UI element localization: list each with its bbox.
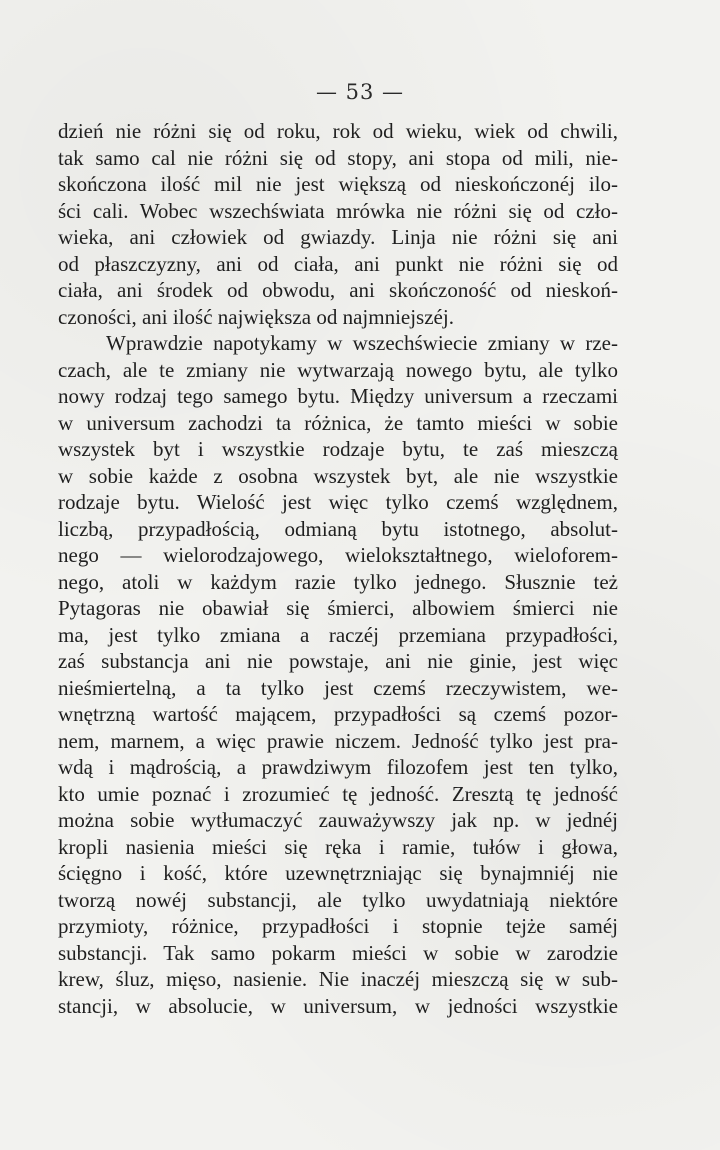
text-line: kropli nasienia mieści się ręka i ramie, tułów i głowa, bbox=[58, 834, 618, 859]
text-line: w universum zachodzi ta różnica, że tamto mieści w sobie bbox=[58, 410, 618, 435]
text-line: nem, marnem, a więc prawie niczem. Jedność tylko jest pra- bbox=[58, 728, 618, 753]
text-line: przymioty, różnice, przypadłości i stopnie tejże saméj bbox=[58, 914, 618, 938]
paragraph-2 bbox=[58, 330, 618, 1019]
text-line: tworzą nowéj substancji, ale tylko uwydatniają niektóre bbox=[58, 887, 618, 912]
text-line: ma, jest tylko zmiana a raczéj przemiana przypadłości, bbox=[58, 622, 618, 647]
text-line: Wprawdzie napotykamy w wszechświecie zmiany w rze- bbox=[106, 331, 618, 355]
text-line: czach, ale te zmiany nie wytwarzają nowego bytu, ale tylko bbox=[58, 357, 618, 382]
text-line: można sobie wytłumaczyć zauważywszy jak np. w jednéj bbox=[58, 808, 618, 832]
text-line: w sobie każde z osobna wszystek byt, ale nie wszystkie bbox=[58, 463, 618, 488]
text-line: ści cali. Wobec wszechświata mrówka nie różni się od czło- bbox=[58, 198, 618, 223]
text-line: nowy rodzaj tego samego bytu. Między universum a rzeczami bbox=[58, 384, 618, 408]
page-text bbox=[58, 118, 618, 1019]
text-line: krew, śluz, mięso, nasienie. Nie inaczéj mieszczą się w sub- bbox=[58, 967, 618, 991]
text-line: dzień nie różni się od roku, rok od wieku, wiek od chwili, bbox=[58, 119, 618, 143]
text-line: zaś substancja ani nie powstaje, ani nie ginie, jest więc bbox=[58, 649, 618, 673]
text-line: ciała, ani środek od obwodu, ani skończoność od nieskoń- bbox=[58, 278, 618, 302]
text-line: tak samo cal nie różni się od stopy, ani stopa od mili, nie- bbox=[58, 145, 618, 170]
text-line: ścięgno i kość, które uzewnętrzniając się bynajmniéj nie bbox=[58, 861, 618, 885]
text-line: nego — wielorodzajowego, wielokształtnego, wieloforem- bbox=[58, 543, 618, 567]
text-line: liczbą, przypadłością, odmianą bytu istotnego, absolut- bbox=[58, 516, 618, 541]
text-line: od płaszczyzny, ani od ciała, ani punkt nie różni się od bbox=[58, 251, 618, 276]
page-number: — 53 — bbox=[315, 80, 405, 104]
text-line: nieśmiertelną, a ta tylko jest czemś rzeczywistem, we- bbox=[58, 675, 618, 700]
text-line: czoności, ani ilość największa od najmniejszéj. bbox=[58, 304, 454, 329]
text-line: rodzaje bytu. Wielość jest więc tylko czemś względnem, bbox=[58, 490, 618, 514]
text-line: nego, atoli w każdym razie tylko jednego. Słusznie też bbox=[58, 569, 618, 594]
text-line: skończona ilość mil nie jest większą od nieskończonéj ilo- bbox=[58, 172, 618, 196]
text-line: substancji. Tak samo pokarm mieści w sobie w zarodzie bbox=[58, 940, 618, 965]
text-line: kto umie poznać i zrozumieć tę jedność. Zresztą tę jedność bbox=[58, 781, 618, 806]
text-line: wszystek byt i wszystkie rodzaje bytu, te zaś mieszczą bbox=[58, 437, 618, 461]
text-line: wnętrzną wartość mającem, przypadłości są czemś pozor- bbox=[58, 702, 618, 726]
text-line: Pytagoras nie obawiał się śmierci, albowiem śmierci nie bbox=[58, 596, 618, 620]
paragraph-1 bbox=[58, 118, 618, 330]
text-line: wdą i mądrością, a prawdziwym filozofem jest ten tylko, bbox=[58, 755, 618, 779]
text-line: wieka, ani człowiek od gwiazdy. Linja nie różni się ani bbox=[58, 225, 618, 249]
text-line: stancji, w absolucie, w universum, w jedności wszystkie bbox=[58, 993, 618, 1018]
